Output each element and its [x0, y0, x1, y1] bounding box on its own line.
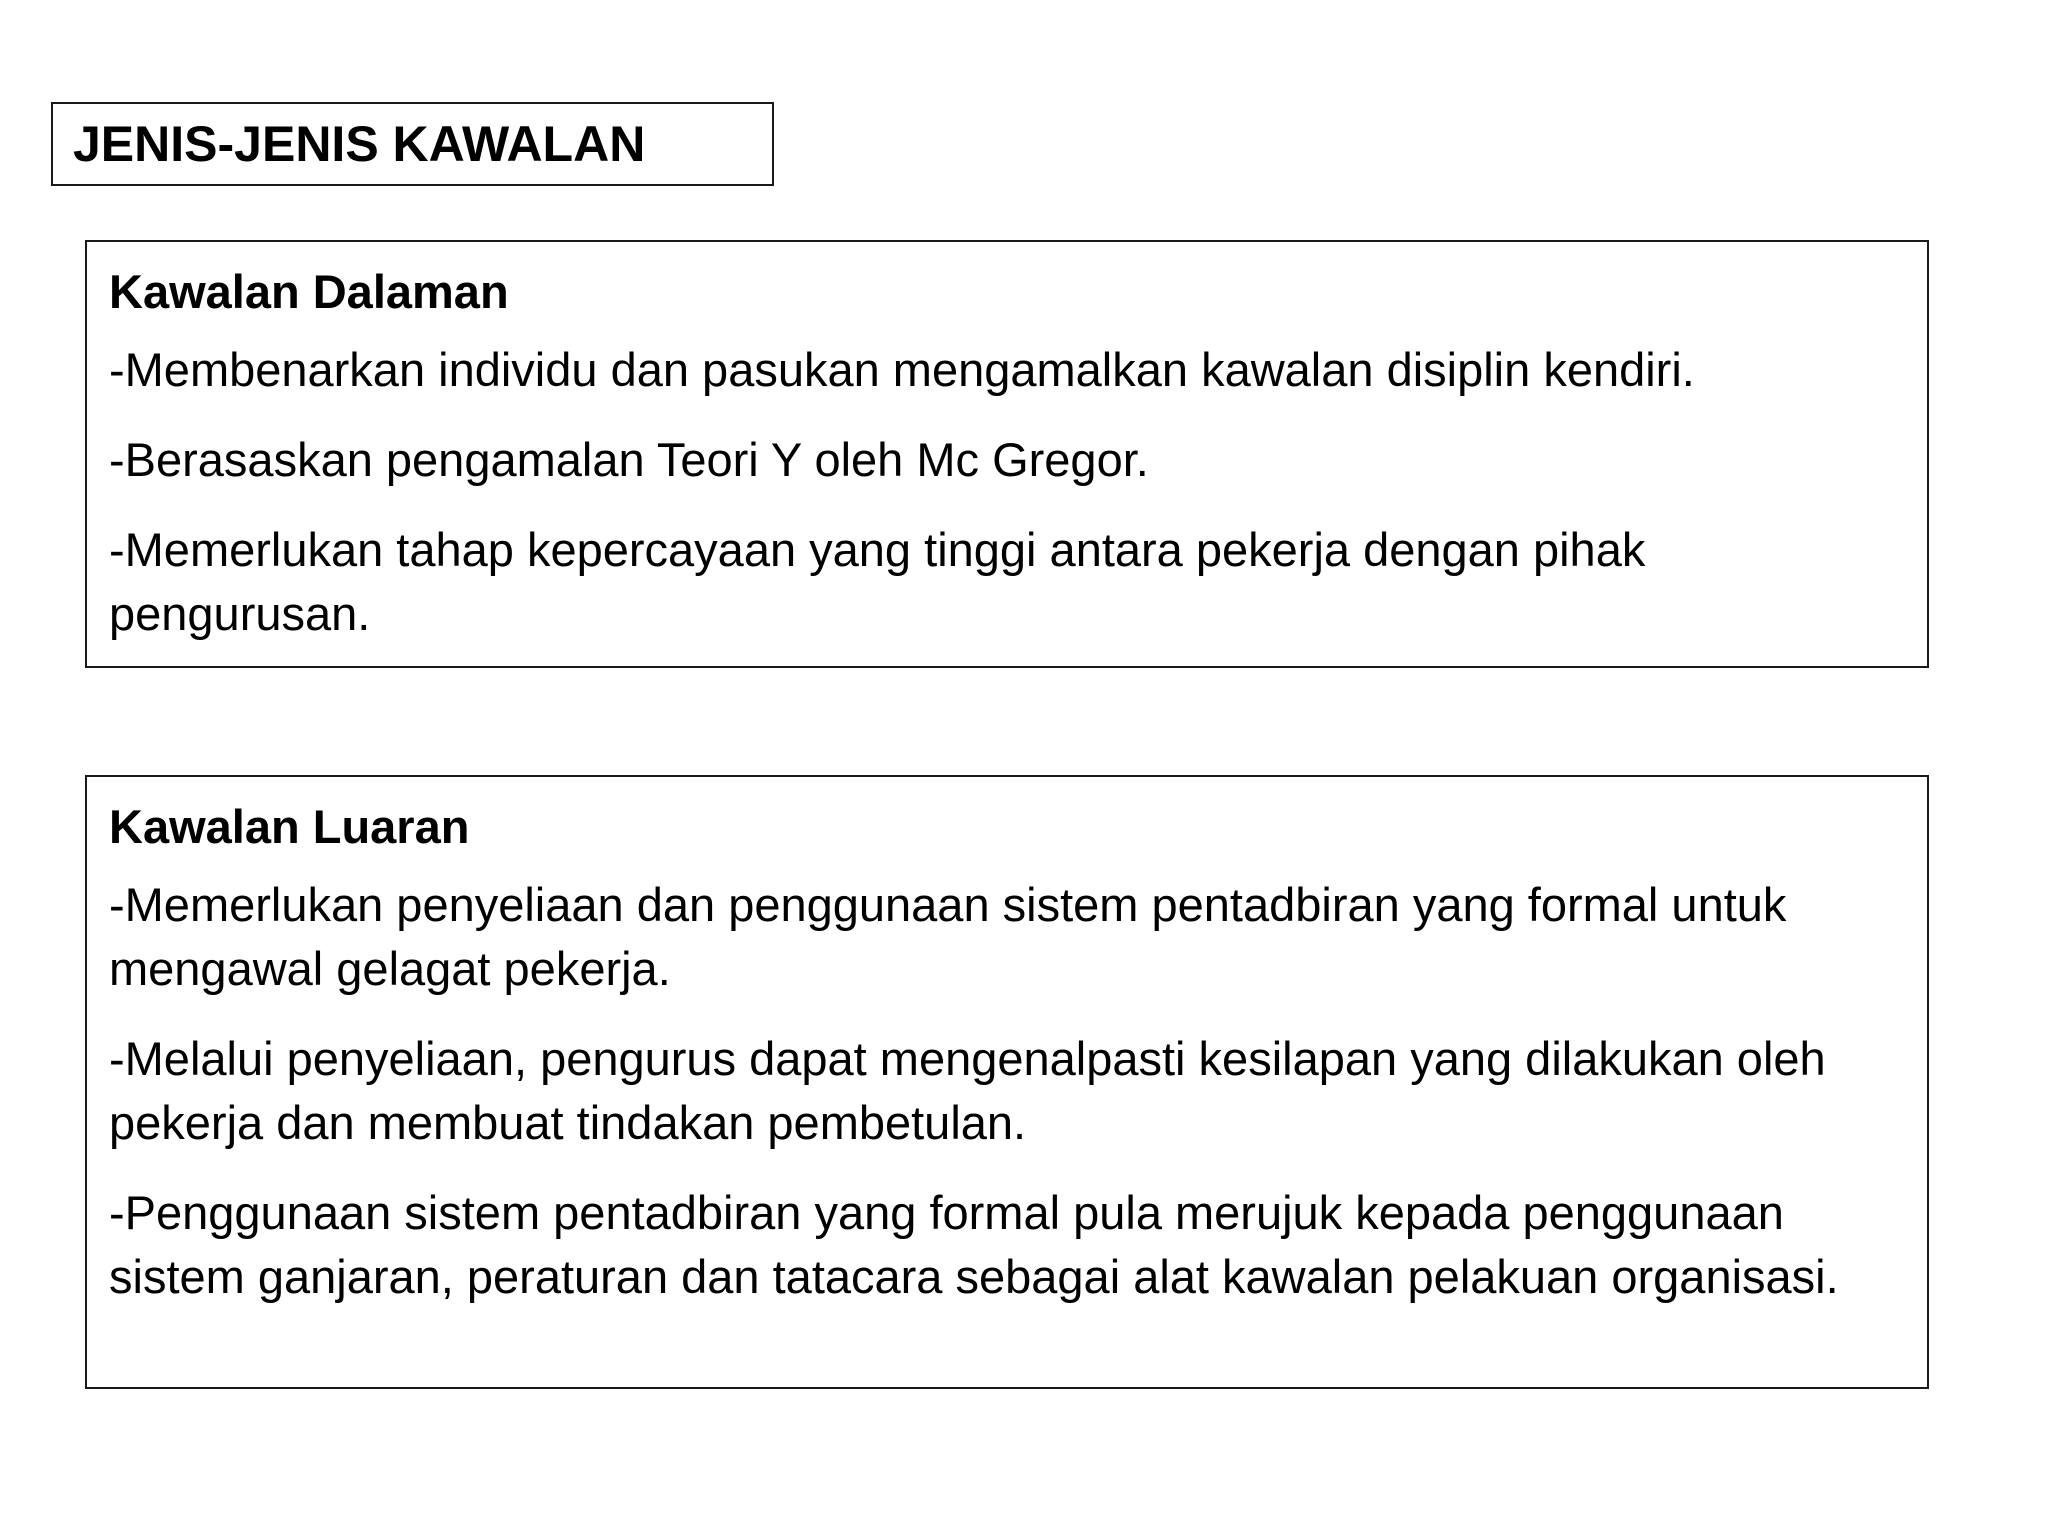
slide-title-box [51, 102, 774, 186]
slide-title: JENIS-JENIS KAWALAN [73, 116, 646, 172]
point-dalaman-1: -Membenarkan individu dan pasukan mengamalkan kawalan disiplin kendiri. [109, 343, 1695, 396]
panel-heading-luaran: Kawalan Luaran [109, 800, 470, 853]
panel-kawalan-luaran [85, 775, 1929, 1389]
point-luaran-3: -Penggunaan sistem pentadbiran yang formal pula merujuk kepada penggunaan sistem ganjaran, peraturan dan tatacara sebagai alat kawalan pelakuan organisasi. [109, 1186, 1839, 1303]
point-dalaman-3: -Memerlukan tahap kepercayaan yang tinggi antara pekerja dengan pihak pengurusan. [109, 523, 1646, 640]
point-luaran-2: -Melalui penyeliaan, pengurus dapat mengenalpasti kesilapan yang dilakukan oleh pekerja dan membuat tindakan pembetulan. [109, 1032, 1826, 1149]
point-dalaman-2: -Berasaskan pengamalan Teori Y oleh Mc Gregor. [109, 433, 1149, 486]
point-luaran-1: -Memerlukan penyeliaan dan penggunaan sistem pentadbiran yang formal untuk mengawal gelagat pekerja. [109, 878, 1787, 995]
panel-kawalan-dalaman [85, 240, 1929, 668]
panel-heading-dalaman: Kawalan Dalaman [109, 265, 509, 318]
